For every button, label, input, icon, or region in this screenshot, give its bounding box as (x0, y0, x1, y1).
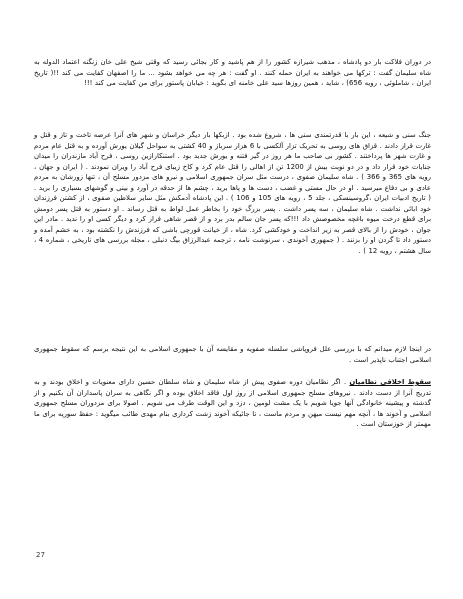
paragraph (34, 377, 431, 430)
section-heading: سقوط اخلاقی نظامیان (349, 378, 431, 386)
paragraph-text: . اگر نظامیان دوره صفوی پیش از شاه سلیمان و شاه سلطان حسین دارای معنویات و اخلاق بودند و به تدریج آنرا از دست دادند . نیروهای مسلح جمهوری اسلامی از روز اول فاقد اخلاق بوده و اگر نگاهی به سران پاسداران آن بکنیم و از گذشته و پیشینه خانوادگی آنها جویا شویم با یک مشت لومپن ، دزد و این الوقت طرف می شویم . اصولا برای مزدوران مسلح جمهوری اسلامی و آخوند ها ، آنچه مهم نیست میهن و مردم ماست ، تا جائیکه آخوند زشت کرداری بنام مهدی طائب میگوید : حفظ سوریه برای ما مهمتر از خوزستان است . (34, 378, 431, 429)
paragraph: در دوران فلاکت بار دو پادشاه ، مذهب شیرازه کشور را از هم پاشید و کار بجائی رسید که وقتی شیخ علی خان زنگنه اعتماد الدوله به شاه سلیمان گفت : ترکها می خواهند به ایران حمله کنند . او گفت : هر چه می خواهد بشود ... ما را اصفهان کفایت می کند !!( تاریخ ایران ، شاملوئی ، رویه 656) ، شاید ، همین روزها سید علی خامنه ای بگوید : خیابان پاستور برای من کفایت می کند !!! (34, 58, 431, 88)
paragraph: جنگ سنی و شیعه ، این بار با قدرتمندی سنی ها ، شروع شده بود . ازبکها بار دیگر خراسان و شهر های آنرا عرصه تاخت و تاز و قتل و غارت قرار دادند . قزاق های روسی به تحریک تزار آلکسی با 6 هزار سرباز و 40 کشتی به سواحل گیلان یورش آورده و به قتل عام مردم و غارت شهر ها پرداختند . کشور بی صاحب ما هر روز در گیر فتنه و یورش جدید بود . استنکارازین روسی ، فرح آباد مازندران را میدان جنایات خود قرار داد و در دو نوبت بیش از 1200 تن از اهالی را قتل عام کرد و کاخ زیبای فرح آباد را ویران نمودند . ( ایران و جهان ، رویه های 365 و 366 ) . شاه سلیمان صفوی ، درست مثل سران جمهوری اسلامی و نیرو های مزدور مسلح آن ، تنها زورشان به مردم عادی و بی دفاع میرسید . او در حال مستی و غضب ، دست ها و پاها برید ، چشم ها از حدقه در آورد و بینی و گوشهای بسیاری را برید . ( تاریخ ادبیات ایران ،گروسینسکی ، جلد 5 ، رویه های 105 و 106 ) . این پادشاه آدمکش مثل سایر سلاطین صفوی ، از کشتن فرزندان خود ابائی نداشت . شاه سلیمان ، سه پسر داشت . پسر بزرگ خود را بخاطر عمل لواط به قتل رساند . او دستور به قتل پسر دومش برای قطع درخت میوه باغچه مخصوصش داد !!!که پسر جان سالم بدر برد و از قصر شاهی فرار کرد و دیگر کسی او را ندید . مادر این جوان ، خودش را از بالای قصر به زیر انداخت و خودکشی کرد. شاه ، از خیانت قورچی باشی که فرزندش را نکشته بود ، به خشم آمده و دستور داد تا گردن او را بزنند . ( جمهوری آخوندی ، سرنوشت نامه ، ترجمه عبدالرزاق بیگ دنبلی ، مجله بررسی های تاریخی ، شماره 4 ، سال هشتم ، رویه 12 ) . (34, 131, 432, 256)
page-number: 27 (36, 551, 45, 559)
paragraph: در اینجا لازم میدانم که با بررسی علل فروپاشی سلسله صفویه و مقایسه آن با جمهوری اسلامی به این نتیجه برسم که سقوط جمهوری اسلامی اجتناب ناپذیر است . (34, 345, 431, 364)
